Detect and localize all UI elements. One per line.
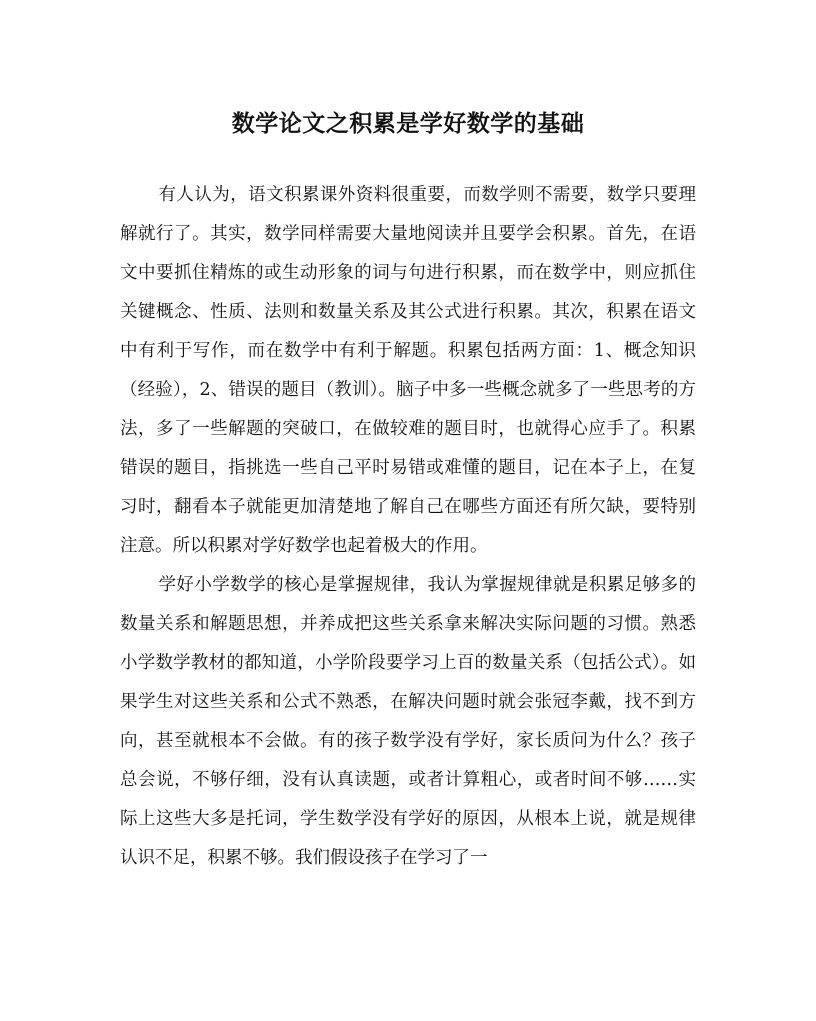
paragraph-2: 学好小学数学的核心是掌握规律，我认为掌握规律就是积累足够多的数量关系和解题思想，并养成把这些关系拿来解决实际问题的习惯。熟悉小学数学教材的都知道，小学阶段要学习上百的数量关系（包括公式）。如果学生对这些关系和公式不熟悉，在解决问题时就会张冠李戴，找不到方向，甚至就根本不会做。有的孩子数学没有学好，家长质问为什么？孩子总会说，不够仔细，没有认真读题，或者计算粗心，或者时间不够……实际上这些大多是托词，学生数学没有学好的原因，从根本上说，就是规律认识不足，积累不够。我们假设孩子在学习了一	[120, 575, 696, 868]
document-body	[120, 176, 696, 878]
paragraph-1: 有人认为，语文积累课外资料很重要，而数学则不需要，数学只要理解就行了。其实，数学同样需要大量地阅读并且要学会积累。首先，在语文中要抓住精炼的或生动形象的词与句进行积累，而在数学中，则应抓住关键概念、性质、法则和数量关系及其公式进行积累。其次，积累在语文中有利于写作，而在数学中有利于解题。积累包括两方面：1、概念知识（经验），2、错误的题目（教训）。脑子中多一些概念就多了一些思考的方法，多了一些解题的突破口，在做较难的题目时，也就得心应手了。积累错误的题目，指挑选一些自己平时易错或难懂的题目，记在本子上，在复习时，翻看本子就能更加清楚地了解自己在哪些方面还有所欠缺，要特别注意。所以积累对学好数学也起着极大的作用。	[120, 185, 696, 556]
document-title: 数学论文之积累是学好数学的基础	[231, 110, 585, 137]
